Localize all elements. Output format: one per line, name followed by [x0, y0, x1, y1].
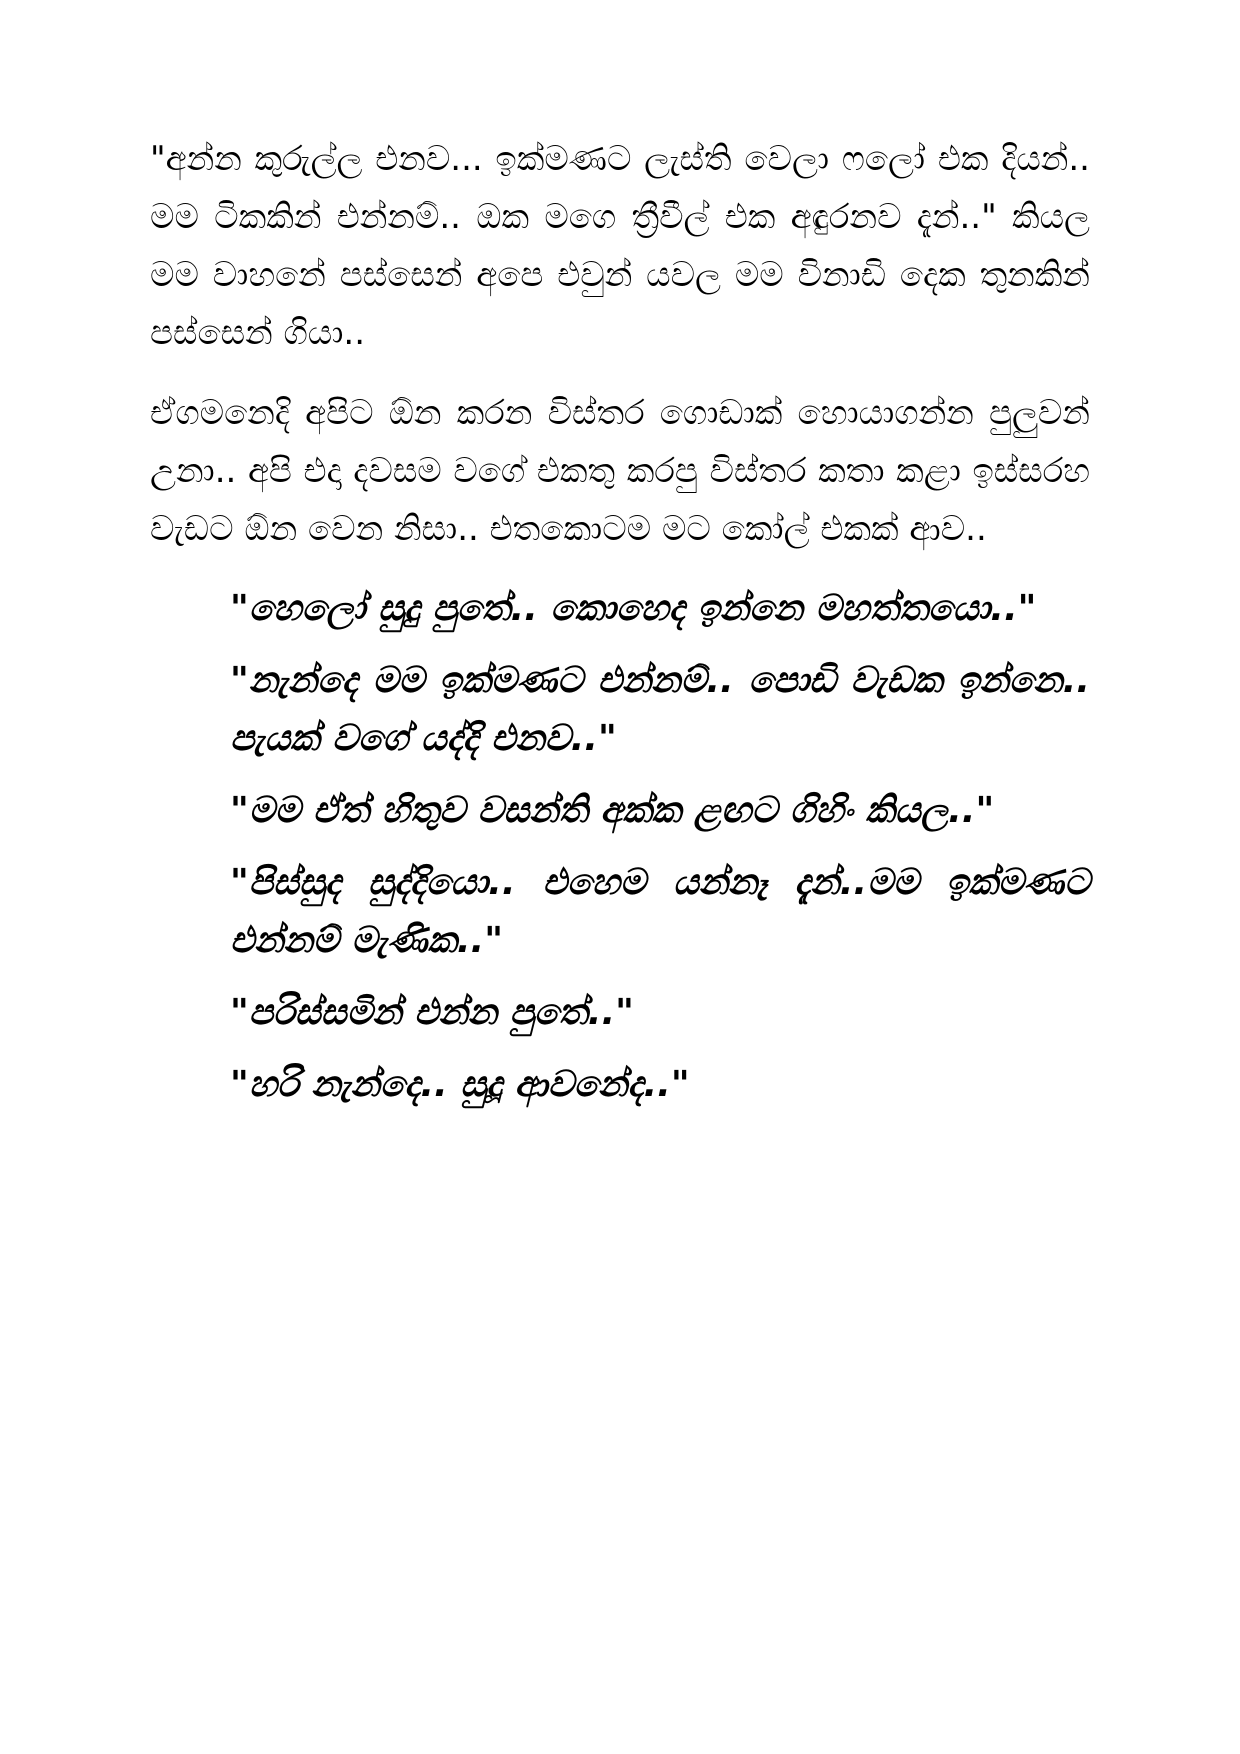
dialogue-line: "හෙලෝ සුදු පුතේ.. කොහෙද ඉන්නෙ මහත්තයො.." — [230, 588, 1037, 629]
dialogue-line: "හරි නැන්දෙ.. සුදූ ආවනේද.." — [230, 1064, 690, 1105]
dialogue-line: "පරිස්සමින් එන්න පුතේ.." — [230, 992, 634, 1033]
dialogue-line: "මම ඒත් හිතුව වසන්ති අක්ක ළඟට ගිහිං කියල.." — [230, 790, 995, 831]
dialogue-line: "නැන්දෙ මම ඉක්මණට එන්නම්.. පොඩි වැඩක ඉන්නෙ.. පැයක් වගේ යද්දි එනව.." — [230, 660, 1090, 759]
document-page — [150, 130, 1090, 1128]
dialogue-line: "පිස්සුද සුද්දියො.. එහෙම යන්නෑ දැන්..මම ඉක්මණට එන්නම් මැණික.." — [230, 862, 1090, 961]
narrative-paragraph: "අන්න කුරුල්ල එනව... ඉක්මණට ලැස්ති වෙලා ෆලෝ එක දියන්.. මම ටිකකින් එන්නම්.. ඔක ම​ගෙ ත්‍රීවීල් එක අඳුරනව දැන්.." කියල මම වාහනේ පස්සෙන් අපෙ එවුන් යවල මම විනාඩි දෙක තුනකින් පස්සෙන් ගියා.. — [150, 139, 1090, 353]
narrative-paragraph: ඒගමනෙදි අපිට ඕන කරන විස්තර ගොඩාක් හොයාගන්න පුලුවන් උනා.. අපි එදා දවසම වගේ එකතු කරපු විස්තර කතා කළා ඉස්සරහ වැඩට ඕන වෙන නිසා.. එතකොටම මට කෝල් එකක් ආව.. — [150, 393, 1090, 549]
